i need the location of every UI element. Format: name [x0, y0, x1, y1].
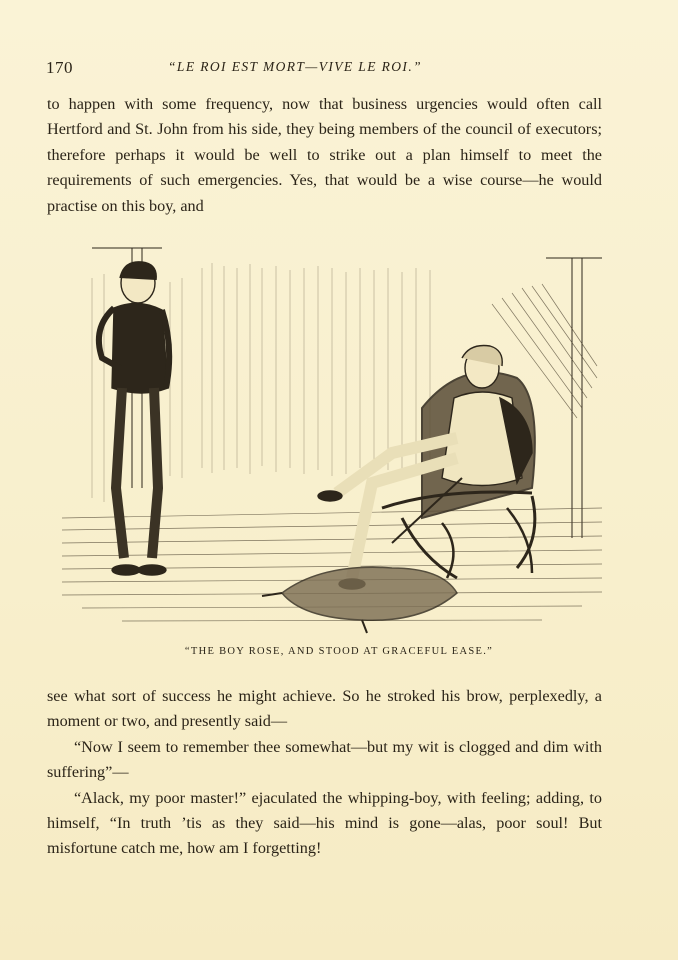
bottom-text-block [47, 684, 602, 862]
running-head: “LE ROI EST MORT—VIVE LE ROI.” [168, 59, 423, 74]
standing-boy-figure [99, 262, 169, 575]
top-text-block [47, 92, 602, 219]
paragraph: to happen with some frequency, now that business urgencies would often call Hertford and St. John from his side, they being members of the council of executors; therefore perhaps it would be well to strike out a plan himself to meet the requirements of such emergencies. Yes, that would be a wise course—he would practise on this boy, and [47, 95, 602, 215]
paragraph: “Alack, my poor master!” ejaculated the whipping-boy, with feeling; adding, to himself, “In truth ’tis as they said—his mind is gone—alas, poor soul! But misfortune catch me, how am I forgetting! [47, 788, 602, 858]
cushion [262, 567, 457, 633]
illustration-caption: “THE BOY ROSE, AND STOOD AT GRACEFUL EASE.” [184, 646, 494, 657]
page-header [46, 58, 606, 82]
paragraph: see what sort of success he might achieve. So he stroked his brow, perplexedly, a moment or two, and presently said— [47, 687, 602, 731]
paragraph: “Now I seem to remember thee somewhat—but my wit is clogged and dim with suffering”— [47, 737, 602, 782]
illustration-engraving [62, 238, 602, 638]
page-number: 170 [46, 58, 73, 77]
